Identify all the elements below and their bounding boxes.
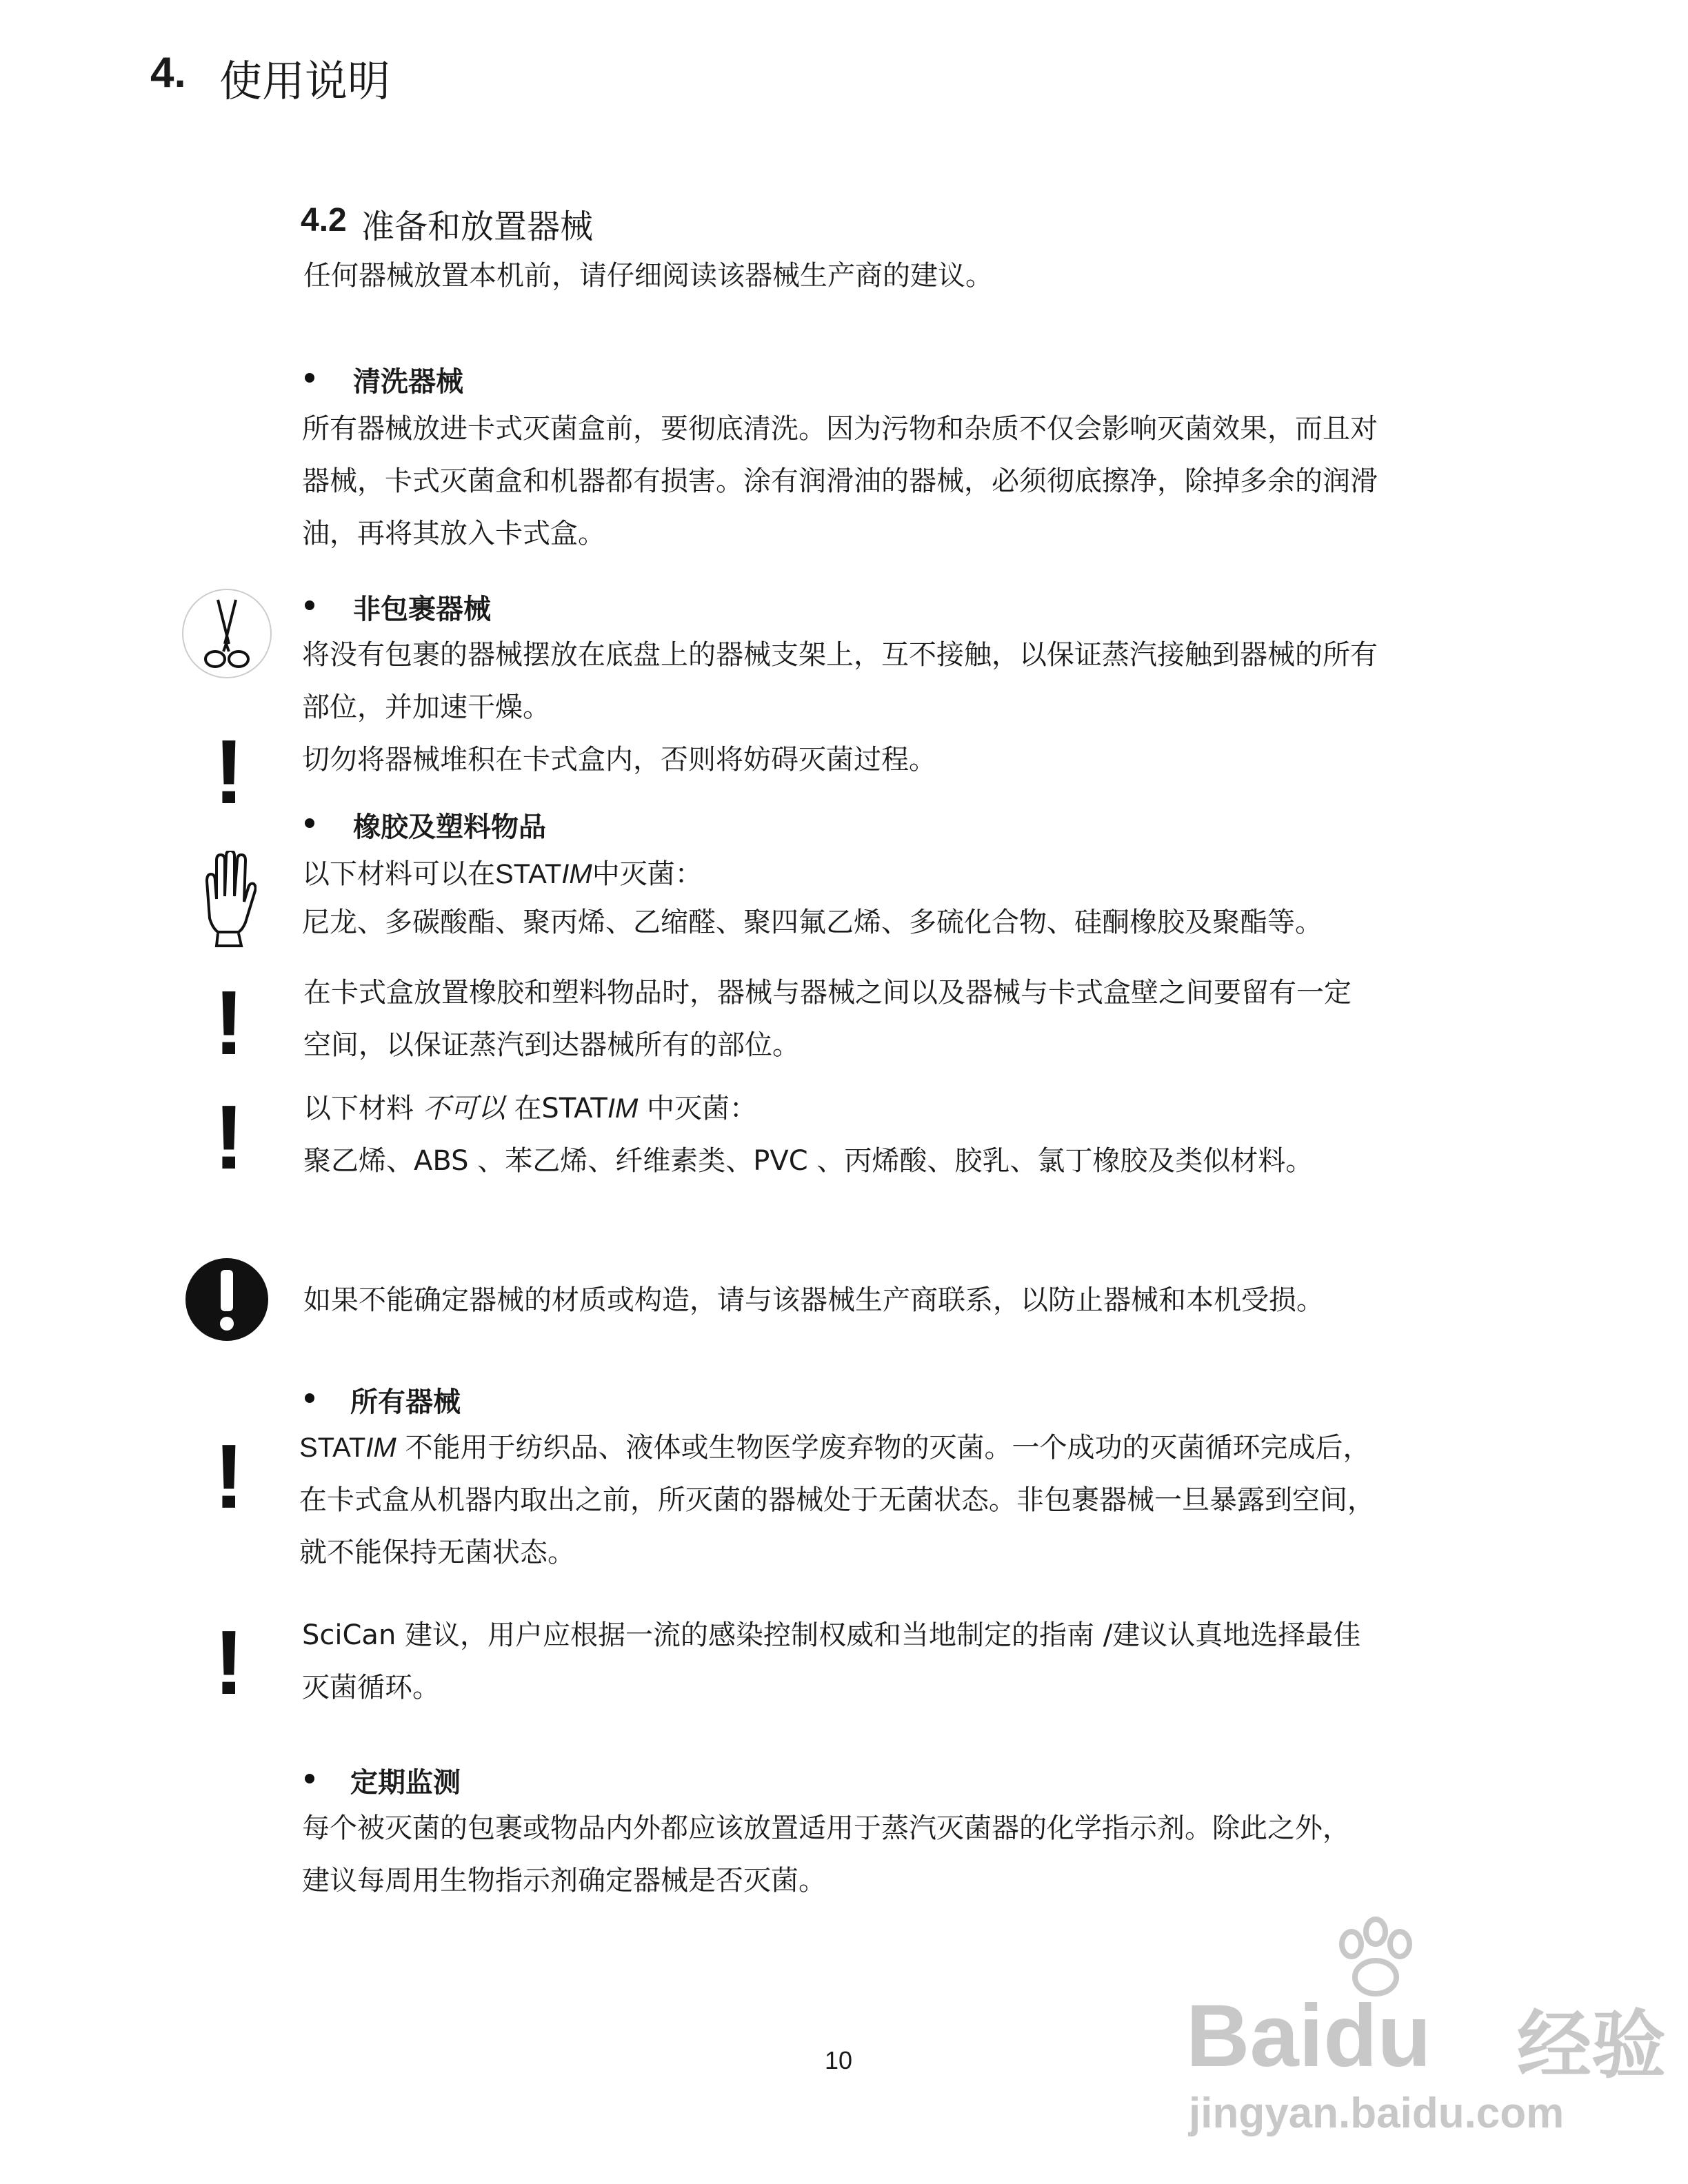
cleaning-line: 所有器械放进卡式灭菌盒前，要彻底清洗。因为污物和杂质不仅会影响灭菌效果，而且对 (302, 413, 1378, 445)
all-heading: 所有器械 (350, 1386, 461, 1418)
watermark-brand: Baidu (1186, 1987, 1431, 2085)
rubber-cannot-prefix: 以下材料 (303, 1093, 414, 1124)
warning-exclamation-icon: ! (214, 1426, 244, 1527)
rubber-can-prefix: 以下材料可以在 (302, 858, 495, 890)
warning-exclamation-icon: ! (214, 721, 244, 822)
exclamation-circle-icon (185, 1257, 269, 1344)
rubber-can-line (302, 848, 703, 900)
unwrapped-warning: 切勿将器械堆积在卡式盒内，否则将妨碍灭菌过程。 (302, 744, 936, 776)
watermark-url: jingyan.baidu.com (1189, 2090, 1565, 2137)
section-title: 准备和放置器械 (361, 208, 594, 246)
page-number: 10 (825, 2046, 853, 2074)
watermark-cn: 经验 (1517, 2003, 1667, 2089)
warning-exclamation-icon: ! (214, 1612, 244, 1713)
scican-line: SciCan 建议，用户应根据一流的感染控制权威和当地制定的指南 /建议认真地选择最佳 (302, 1619, 1361, 1651)
all-line: 在卡式盒从机器内取出之前，所灭菌的器械处于无菌状态。非包裹器械一旦暴露到空间， (299, 1484, 1375, 1516)
intro-text: 任何器械放置本机前，请仔细阅读该器械生产商的建议。 (303, 260, 993, 292)
all-line (299, 1422, 1370, 1474)
warning-exclamation-icon: ! (214, 1086, 244, 1188)
rubber-cannot-list: 聚乙烯、ABS 、苯乙烯、纤维素类、PVC 、丙烯酸、胶乳、氯丁橡胶及类似材料。 (303, 1145, 1314, 1177)
chapter-number: 4. (150, 49, 186, 97)
unwrapped-line: 将没有包裹的器械摆放在底盘上的器械支架上，互不接触，以保证蒸汽接触到器械的所有 (302, 639, 1378, 671)
scissors-icon (181, 587, 273, 682)
bullet (305, 1393, 314, 1403)
rubber-can-list: 尼龙、多碳酸酯、聚丙烯、乙缩醛、聚四氟乙烯、多硫化合物、硅酮橡胶及聚酯等。 (302, 907, 1323, 938)
rubber-cannot-suffix: 中灭菌： (647, 1093, 758, 1124)
rubber-cannot-emph: 不可以 (422, 1093, 505, 1124)
unsure-note: 如果不能确定器械的材质或构造，请与该器械生产商联系，以防止器械和本机受损。 (303, 1284, 1324, 1316)
rubber-spacing-line: 空间，以保证蒸汽到达器械所有的部位。 (303, 1029, 800, 1061)
bullet (305, 1774, 314, 1783)
rubber-can-suffix: 中灭菌： (592, 858, 703, 890)
cleaning-heading: 清洗器械 (353, 366, 463, 398)
scican-line: 灭菌循环。 (302, 1672, 440, 1703)
monitoring-line: 建议每周用生物指示剂确定器械是否灭菌。 (302, 1865, 826, 1897)
cleaning-line: 器械，卡式灭菌盒和机器都有损害。涂有润滑油的器械，必须彻底擦净，除掉多余的润滑 (302, 465, 1378, 497)
glove-icon (200, 851, 257, 951)
statim-im: IM (607, 1093, 639, 1124)
all-line1-suffix: 不能用于纺织品、液体或生物医学废弃物的灭菌。一个成功的灭菌循环完成后， (396, 1432, 1371, 1464)
statim-im: IM (365, 1433, 396, 1463)
monitoring-line: 每个被灭菌的包裹或物品内外都应该放置适用于蒸汽灭菌器的化学指示剂。除此之外， (302, 1812, 1350, 1844)
warning-exclamation-icon: ! (214, 972, 244, 1073)
cleaning-line: 油，再将其放入卡式盒。 (302, 518, 605, 549)
rubber-heading: 橡胶及塑料物品 (353, 811, 546, 843)
paw-icon (1331, 1917, 1420, 2002)
section-number: 4.2 (301, 202, 347, 239)
rubber-cannot-line (303, 1082, 757, 1135)
bullet (305, 600, 314, 610)
rubber-cannot-mid: 在STAT (514, 1093, 607, 1124)
bullet (305, 373, 314, 383)
statim-stat: STAT (299, 1433, 366, 1463)
statim-im: IM (561, 859, 592, 889)
monitoring-heading: 定期监测 (350, 1767, 461, 1799)
bullet (305, 818, 314, 828)
unwrapped-heading: 非包裹器械 (353, 594, 491, 625)
unwrapped-line: 部位，并加速干燥。 (302, 691, 550, 723)
statim-stat: STAT (495, 859, 562, 889)
chapter-title: 使用说明 (219, 56, 391, 106)
rubber-spacing-line: 在卡式盒放置橡胶和塑料物品时，器械与器械之间以及器械与卡式盒壁之间要留有一定 (303, 977, 1352, 1009)
all-line: 就不能保持无菌状态。 (299, 1537, 575, 1568)
